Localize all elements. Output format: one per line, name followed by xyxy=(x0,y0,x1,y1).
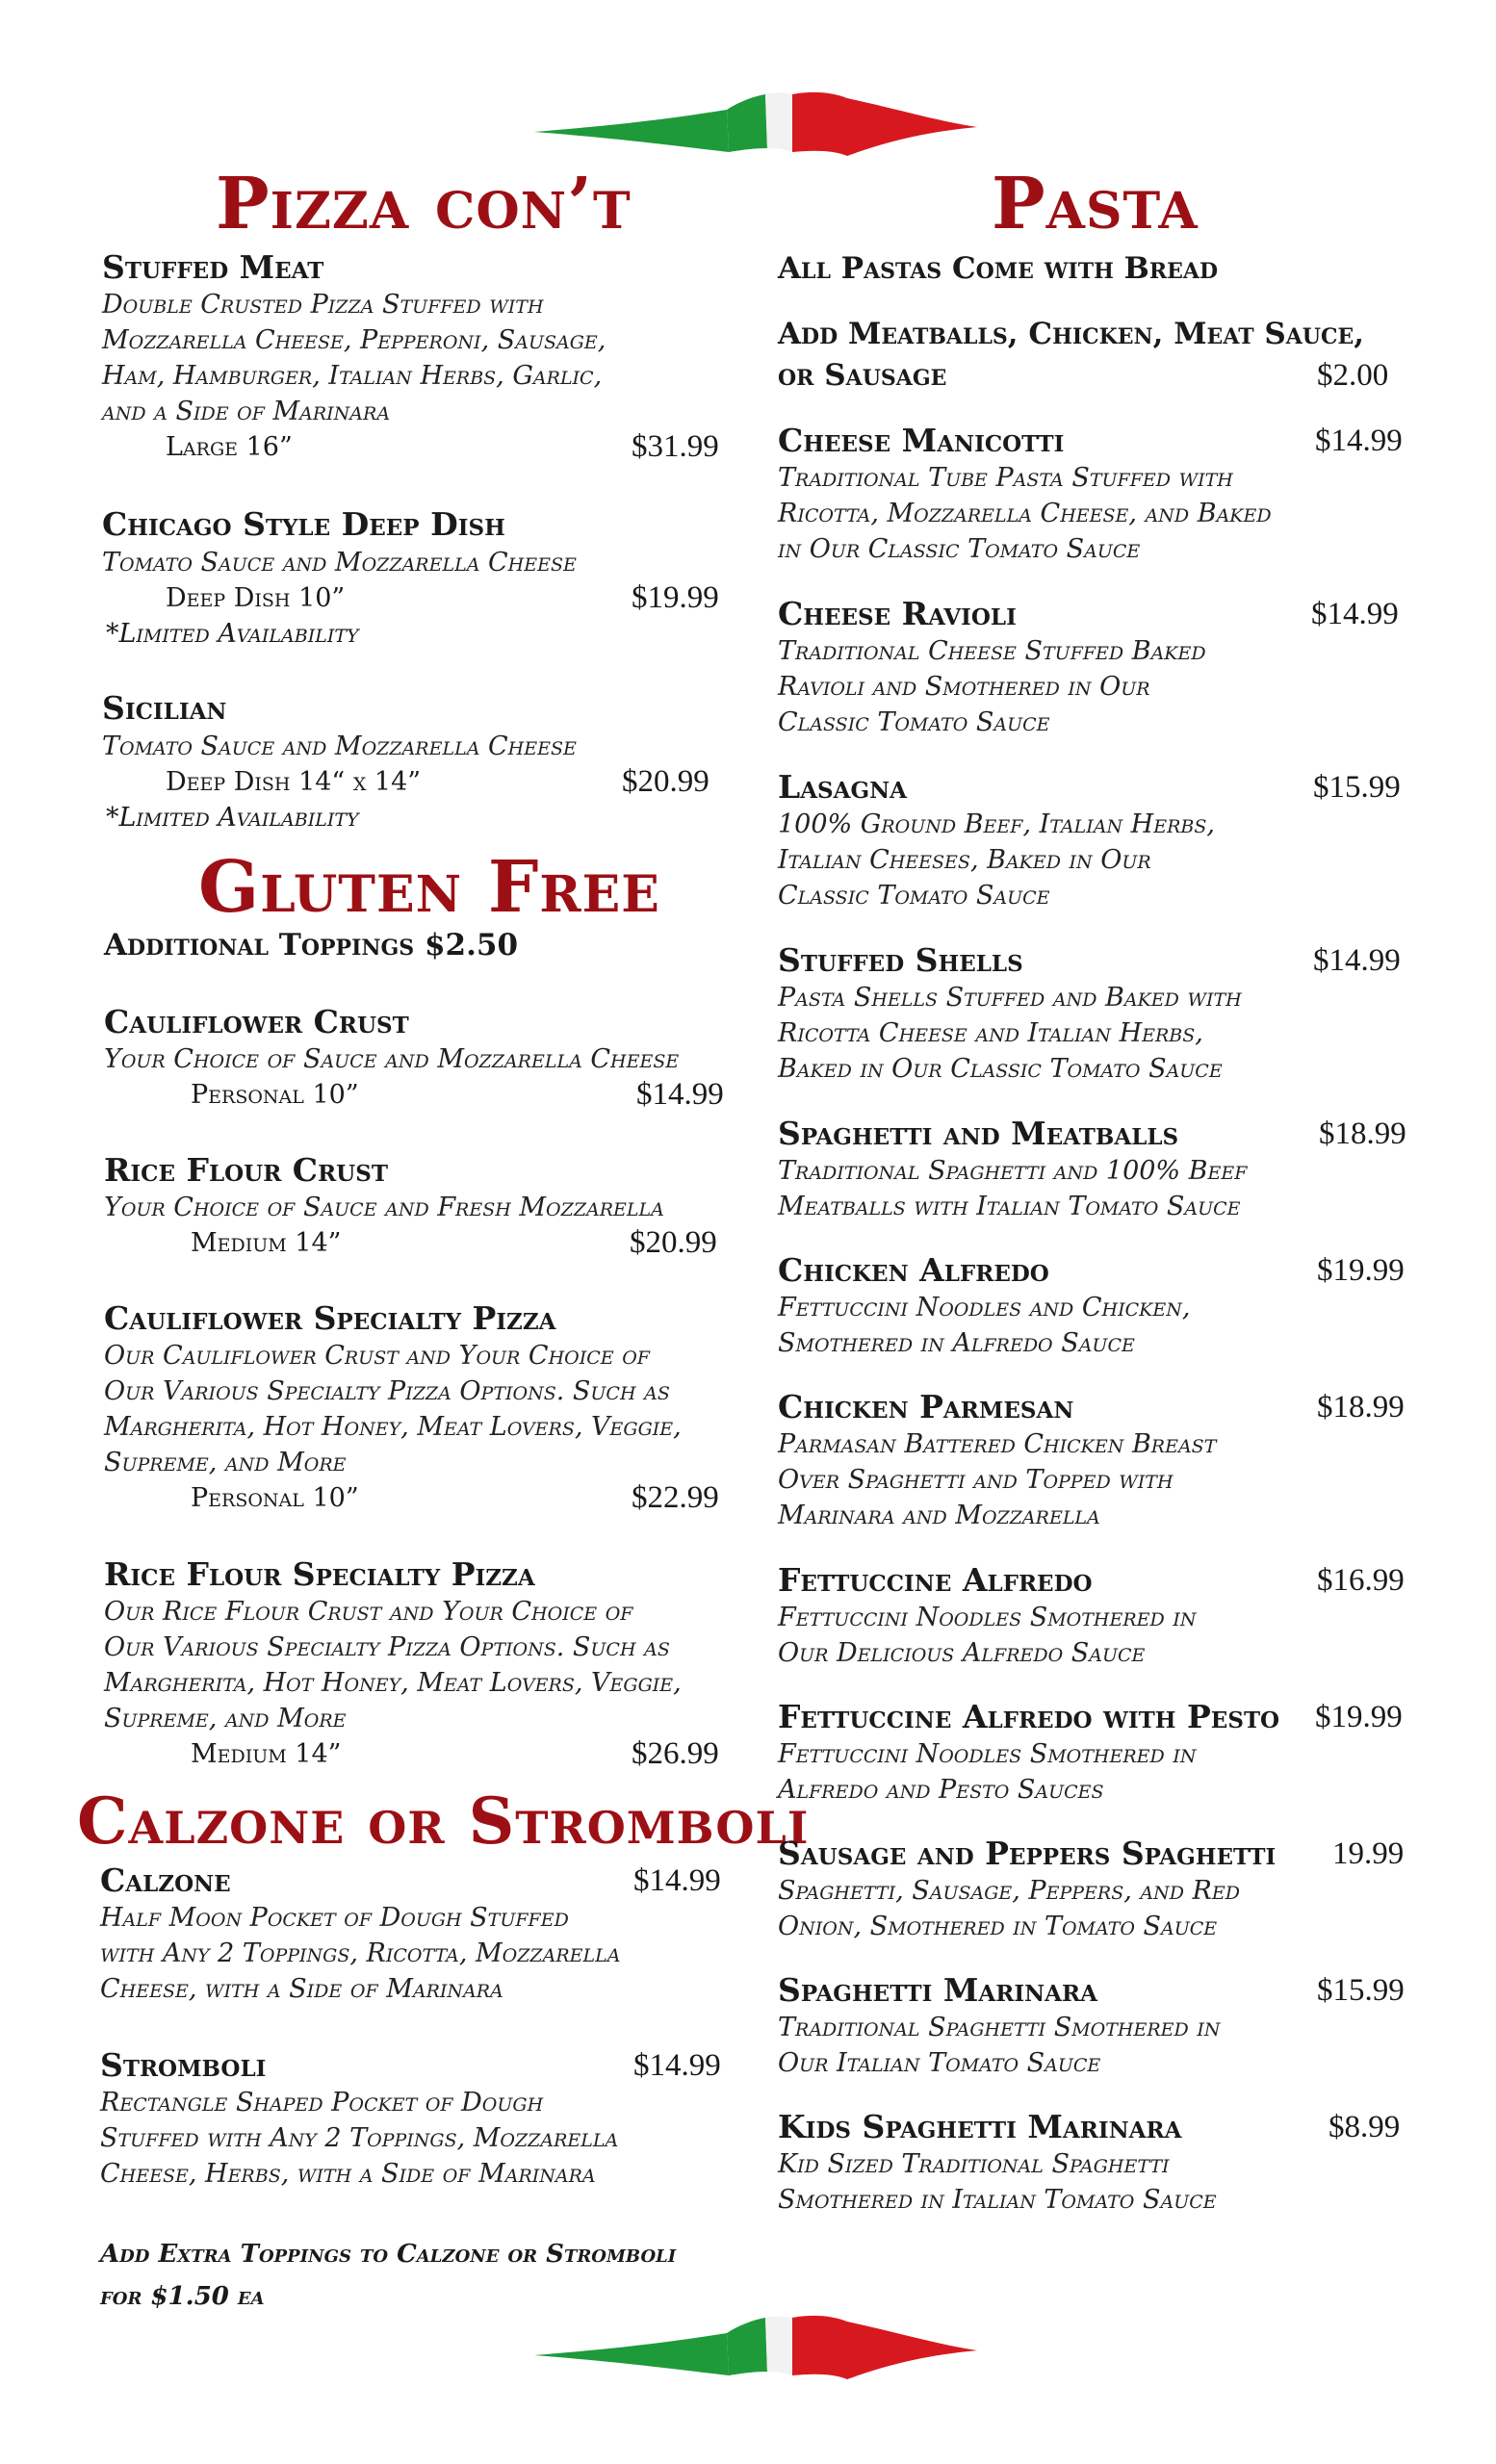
item-name: Fettuccine Alfredo with Pesto xyxy=(778,1698,1280,1735)
item-description: Tomato Sauce and Mozzarella Cheese xyxy=(102,732,577,761)
item-description: 100% Ground Beef, Italian Herbs, Italian Cheeses, Baked in Our Classic Tomato Sauce xyxy=(778,809,1215,911)
item-description: Pasta Shells Stuffed and Baked with Ricotta Cheese and Italian Herbs, Baked in Our Classic Tomato Sauce xyxy=(778,983,1242,1084)
item-description: Tomato Sauce and Mozzarella Cheese xyxy=(102,548,577,578)
item-price: $15.99 xyxy=(1313,770,1401,805)
item-price: $19.99 xyxy=(1317,1253,1405,1288)
item-description: Your Choice of Sauce and Fresh Mozzarella xyxy=(104,1193,664,1222)
item-price: $14.99 xyxy=(633,2048,721,2083)
availability-note: *Limited Availability xyxy=(106,803,359,833)
item-size: Medium 14” xyxy=(191,1228,342,1258)
addon-label: Add Meatballs, Chicken, Meat Sauce, xyxy=(778,317,1365,351)
item-size: Deep Dish 10” xyxy=(166,583,346,613)
item-name: Fettuccine Alfredo xyxy=(778,1561,1093,1599)
item-description: Traditional Tube Pasta Stuffed with Ricotta, Mozzarella Cheese, and Baked in Our Classic Tomato Sauce xyxy=(778,463,1272,564)
item-price: $14.99 xyxy=(1315,424,1403,458)
item-size: Large 16” xyxy=(166,432,293,462)
item-price: $31.99 xyxy=(632,429,719,464)
item-description: Traditional Spaghetti Smothered in Our Italian Tomato Sauce xyxy=(778,2013,1221,2078)
item-name: Rice Flour Specialty Pizza xyxy=(104,1555,535,1593)
item-name: Sausage and Peppers Spaghetti xyxy=(778,1835,1277,1872)
item-size: Deep Dish 14“ x 14” xyxy=(166,767,422,797)
item-price: $14.99 xyxy=(1311,597,1399,631)
item-price: $2.00 xyxy=(1317,358,1389,393)
item-description: Traditional Cheese Stuffed Baked Ravioli and Smothered in Our Classic Tomato Sauce xyxy=(778,636,1206,737)
item-name: Spaghetti and Meatballs xyxy=(778,1115,1179,1152)
item-name: Stromboli xyxy=(100,2046,267,2084)
addon-label: or Sausage xyxy=(778,358,947,393)
item-name: Stuffed Meat xyxy=(102,248,324,286)
item-description: Rectangle Shaped Pocket of Dough Stuffed with Any 2 Toppings, Mozzarella Cheese, Herbs, with a Side of Marinara xyxy=(100,2088,619,2189)
item-description: Your Choice of Sauce and Mozzarella Cheese xyxy=(104,1044,680,1074)
item-name: Cheese Ravioli xyxy=(778,595,1017,632)
item-name: Stuffed Shells xyxy=(778,941,1023,979)
item-name: Rice Flour Crust xyxy=(104,1151,388,1189)
item-price: $22.99 xyxy=(632,1480,719,1515)
item-price: $20.99 xyxy=(622,764,709,799)
pizza-section-title: Pizza con’t xyxy=(216,163,632,245)
item-name: Sicilian xyxy=(102,689,227,727)
item-name: Chicken Parmesan xyxy=(778,1388,1074,1425)
item-name: Spaghetti Marinara xyxy=(778,1971,1097,2009)
item-name: Kids Spaghetti Marinara xyxy=(778,2108,1182,2145)
item-name: Cauliflower Crust xyxy=(104,1003,409,1040)
item-price: 19.99 xyxy=(1332,1836,1405,1871)
item-price: $16.99 xyxy=(1317,1563,1405,1598)
item-price: $19.99 xyxy=(632,580,719,615)
item-price: $14.99 xyxy=(633,1863,721,1898)
extra-toppings-note: Add Extra Toppings to Calzone or Stromboli for $1.50 ea xyxy=(100,2240,677,2311)
item-description: Spaghetti, Sausage, Peppers, and Red Onion, Smothered in Tomato Sauce xyxy=(778,1876,1240,1941)
item-price: $20.99 xyxy=(630,1225,717,1260)
item-name: Cauliflower Specialty Pizza xyxy=(104,1299,556,1337)
item-description: Our Rice Flour Crust and Your Choice of Our Various Specialty Pizza Options. Such as Margherita, Hot Honey, Meat Lovers, Veggie, Supreme, and More xyxy=(104,1597,682,1733)
italian-flag-ribbon-icon xyxy=(534,2312,977,2399)
item-price: $15.99 xyxy=(1317,1973,1405,2008)
item-name: Cheese Manicotti xyxy=(778,422,1065,459)
gluten-free-section-title: Gluten Free xyxy=(198,846,660,929)
item-size: Personal 10” xyxy=(191,1080,359,1110)
item-description: Half Moon Pocket of Dough Stuffed with Any 2 Toppings, Ricotta, Mozzarella Cheese, with a Side of Marinara xyxy=(100,1903,621,2004)
item-price: $19.99 xyxy=(1315,1700,1403,1734)
item-price: $14.99 xyxy=(1313,943,1401,978)
item-name: Chicago Style Deep Dish xyxy=(102,505,505,543)
availability-note: *Limited Availability xyxy=(106,619,359,649)
item-size: Personal 10” xyxy=(191,1483,359,1513)
item-size: Medium 14” xyxy=(191,1739,342,1769)
item-description: Double Crusted Pizza Stuffed with Mozzarella Cheese, Pepperoni, Sausage, Ham, Hamburger, Italian Herbs, Garlic, and a Side of Marinara xyxy=(102,290,606,426)
item-price: $8.99 xyxy=(1328,2110,1401,2144)
item-description: Our Cauliflower Crust and Your Choice of Our Various Specialty Pizza Options. Such as Margherita, Hot Honey, Meat Lovers, Veggie, Supreme, and More xyxy=(104,1341,682,1477)
item-price: $18.99 xyxy=(1317,1390,1405,1424)
item-price: $18.99 xyxy=(1319,1116,1406,1151)
item-price: $14.99 xyxy=(636,1077,724,1112)
item-description: Fettuccini Noodles Smothered in Our Delicious Alfredo Sauce xyxy=(778,1603,1197,1668)
calzone-section-title: Calzone or Stromboli xyxy=(77,1784,810,1859)
section-subtitle: All Pastas Come with Bread xyxy=(778,251,1219,286)
item-description: Parmasan Battered Chicken Breast Over Spaghetti and Topped with Marinara and Mozzarella xyxy=(778,1429,1217,1530)
item-description: Kid Sized Traditional Spaghetti Smothered in Italian Tomato Sauce xyxy=(778,2149,1217,2215)
item-description: Fettuccini Noodles Smothered in Alfredo and Pesto Sauces xyxy=(778,1739,1197,1805)
item-price: $26.99 xyxy=(632,1736,719,1771)
pasta-section-title: Pasta xyxy=(992,163,1199,245)
item-description: Traditional Spaghetti and 100% Beef Meatballs with Italian Tomato Sauce xyxy=(778,1156,1248,1221)
item-description: Fettuccini Noodles and Chicken, Smothered in Alfredo Sauce xyxy=(778,1293,1191,1358)
item-name: Lasagna xyxy=(778,768,908,806)
section-subtitle: Additional Toppings $2.50 xyxy=(104,928,519,962)
item-name: Chicken Alfredo xyxy=(778,1251,1049,1289)
item-name: Calzone xyxy=(100,1861,231,1899)
